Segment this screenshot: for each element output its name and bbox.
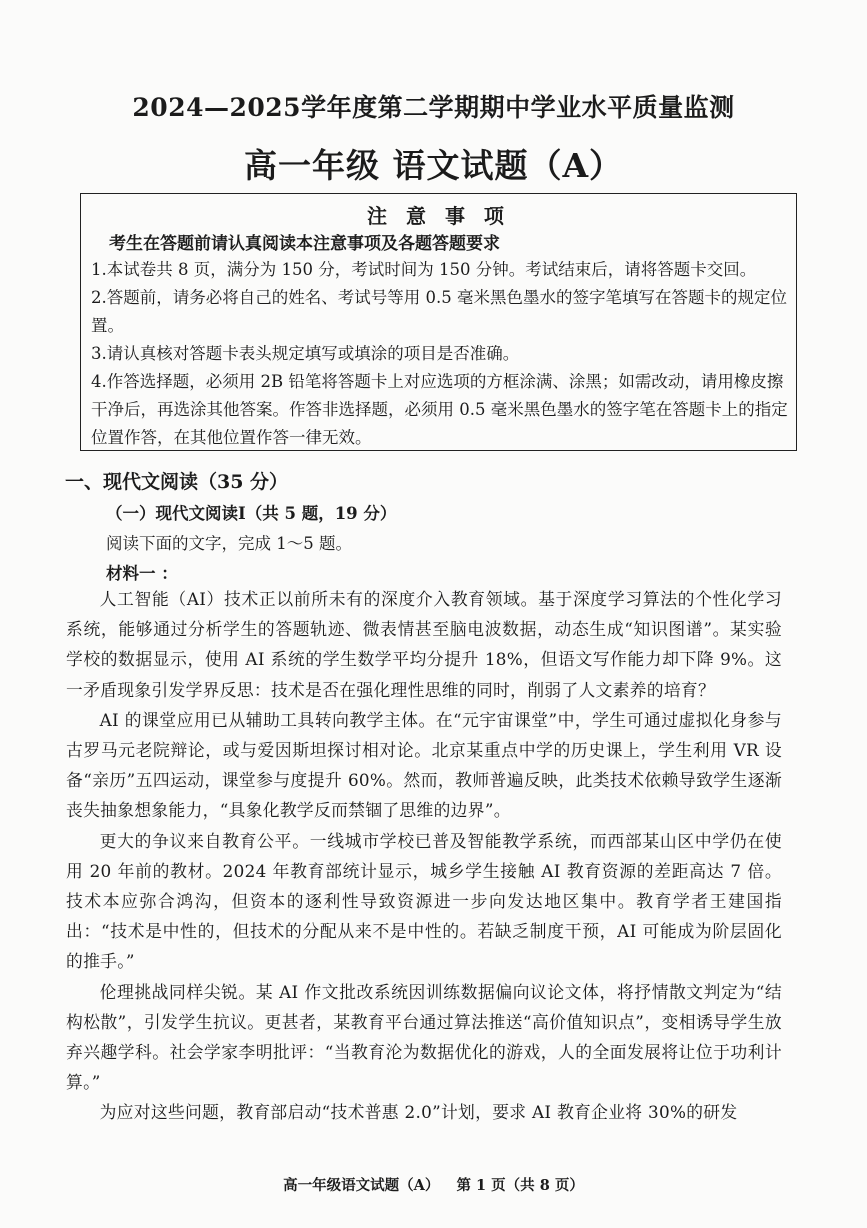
section-title: 一、现代文阅读（35 分） bbox=[65, 471, 289, 493]
notice-item: 3.请认真核对答题卡表头规定填写或填涂的项目是否准确。 bbox=[91, 344, 520, 363]
paragraph: 为应对这些问题，教育部启动“技术普惠 2.0”计划，要求 AI 教育企业将 30%的研发 bbox=[99, 1102, 738, 1123]
reading-instruction: 阅读下面的文字，完成 1～5 题。 bbox=[106, 534, 352, 553]
footer-subject: 高一年级语文试题（A） bbox=[283, 1177, 440, 1194]
paragraph: 伦理挑战同样尖锐。某 AI 作文批改系统因训练数据偏向议论文体，将抒情散文判定为“结构松散”，引发学生抗议。更甚者，某教育平台通过算法推送“高价值知识点”，变相诱导学生放弃兴趣学科。社会学家李明批评：“当教育沦为数据优化的游戏，人的全面发展将让位于功利计算。” bbox=[66, 981, 782, 1093]
notice-item: 1.本试卷共 8 页，满分为 150 分，考试时间为 150 分钟。考试结束后，请将答题卡交回。 bbox=[91, 260, 757, 279]
material-body bbox=[66, 584, 782, 1128]
notice-list bbox=[91, 256, 791, 452]
notice-heading: 注 意 事 项 bbox=[367, 204, 510, 228]
notice-item: 2.答题前，请务必将自己的姓名、考试号等用 0.5 毫米黑色墨水的签字笔填写在答题卡的规定位置。 bbox=[91, 288, 787, 335]
notice-item: 4.作答选择题，必须用 2B 铅笔将答题卡上对应选项的方框涂满、涂黑；如需改动，请用橡皮擦干净后，再选涂其他答案。作答非选择题，必须用 0.5 毫米黑色墨水的签字笔在答题卡上的指定位置作答，在其他位置作答一律无效。 bbox=[91, 372, 788, 447]
material-label: 材料一 ： bbox=[106, 564, 178, 583]
paragraph: 人工智能（AI）技术正以前所未有的深度介入教育领域。基于深度学习算法的个性化学习系统，能够通过分析学生的答题轨迹、微表情甚至脑电波数据，动态生成“知识图谱”。某实验学校的数据显示，使用 AI 系统的学生数学平均分提升 18%，但语文写作能力却下降 9%。这一矛盾现象引发学界反思：技术是否在强化理性思维的同时，削弱了人文素养的培育？ bbox=[66, 589, 782, 700]
paragraph: AI 的课堂应用已从辅助工具转向教学主体。在“元宇宙课堂”中，学生可通过虚拟化身参与古罗马元老院辩论，或与爱因斯坦探讨相对论。北京某重点中学的历史课上，学生利用 VR 设备“亲历”五四运动，课堂参与度提升 60%。然而，教师普遍反映，此类技术依赖导致学生逐渐丧失抽象想象能力，“具象化教学反而禁锢了思维的边界”。 bbox=[66, 709, 782, 821]
paragraph: 更大的争议来自教育公平。一线城市学校已普及智能教学系统，而西部某山区中学仍在使用 20 年前的教材。2024 年教育部统计显示，城乡学生接触 AI 教育资源的差距高达 7 倍。技术本应弥合鸿沟，但资本的逐利性导致资源进一步向发达地区集中。教育学者王建国指出：“技术是中性的，但技术的分配从来不是中性的。若缺乏制度干预，AI 可能成为阶层固化的推手。” bbox=[66, 830, 782, 972]
page-footer bbox=[0, 1174, 867, 1195]
exam-title: 2024—2025学年度第二学期期中学业水平质量监测 bbox=[132, 93, 735, 122]
notice-subheading: 考生在答题前请认真阅读本注意事项及各题答题要求 bbox=[109, 234, 500, 254]
section-subtitle: （一）现代文阅读Ⅰ（共 5 题，19 分） bbox=[106, 504, 397, 523]
subject-title: 高一年级 语文试题（A） bbox=[243, 146, 624, 185]
notice-box bbox=[80, 193, 797, 451]
footer-page-number: 第 1 页（共 8 页） bbox=[456, 1177, 584, 1194]
